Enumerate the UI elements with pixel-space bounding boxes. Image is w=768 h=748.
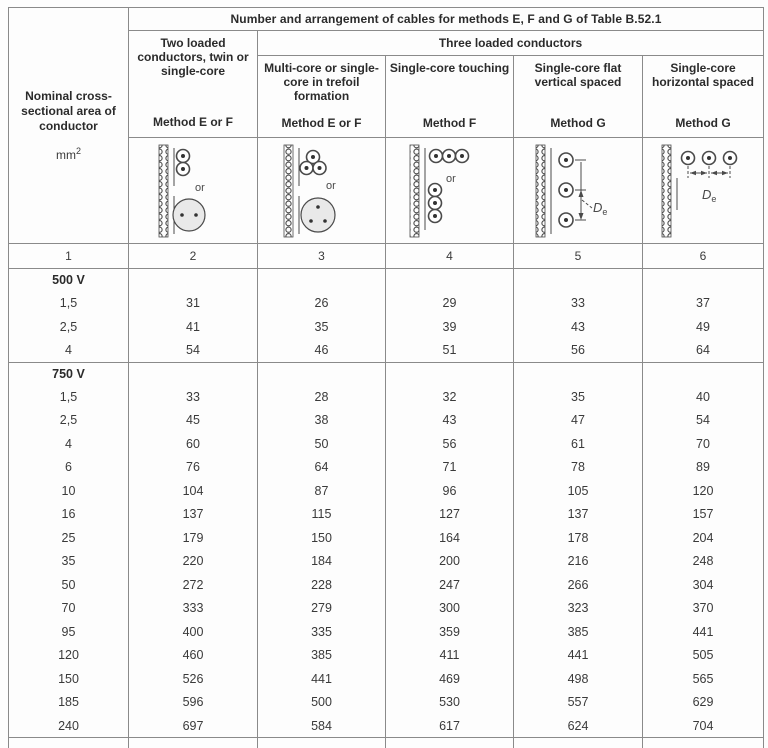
row-header-label: Nominal cross-sectional area of conductor — [21, 89, 116, 133]
col-header-flat-vertical: Single-core flat vertical spaced Method G — [514, 56, 643, 138]
value-cell: 47 — [514, 409, 643, 433]
dimension-arrow — [722, 170, 728, 175]
value-cell: 505 — [643, 644, 764, 668]
value-cell: 26 — [258, 292, 386, 316]
size-cell: 10 — [9, 479, 129, 503]
value-cell: 304 — [643, 573, 764, 597]
empty-cell — [129, 269, 258, 292]
diagram-two-loaded-cell — [129, 138, 258, 244]
cable-ratings-table — [8, 7, 764, 748]
value-cell: 697 — [129, 714, 258, 738]
value-cell: 33 — [129, 385, 258, 409]
value-cell: 184 — [258, 550, 386, 574]
value-cell: 247 — [386, 573, 514, 597]
value-cell: 385 — [258, 644, 386, 668]
or-label: or — [195, 181, 205, 194]
value-cell: 87 — [258, 479, 386, 503]
table-row — [9, 479, 764, 503]
column-number: 3 — [258, 244, 386, 269]
table-row — [9, 339, 764, 363]
size-cell: 95 — [9, 620, 129, 644]
table-row — [9, 714, 764, 738]
or-label: or — [445, 172, 456, 185]
value-cell: 204 — [643, 526, 764, 550]
empty-cell — [386, 362, 514, 385]
value-cell: 38 — [258, 409, 386, 433]
wall-hatch — [662, 145, 671, 237]
empty-cell — [386, 738, 514, 748]
size-cell: 1,5 — [9, 292, 129, 316]
dimension-lines — [575, 160, 592, 220]
value-cell: 43 — [386, 409, 514, 433]
value-cell: 137 — [514, 503, 643, 527]
value-cell: 89 — [643, 456, 764, 480]
value-cell: 526 — [129, 667, 258, 691]
empty-cell — [643, 269, 764, 292]
trefoil-diagram — [266, 142, 378, 240]
row-header-unit: $mm^2$ — [55, 146, 81, 162]
value-cell: 60 — [129, 432, 258, 456]
horizontal-spaced-cables — [682, 151, 737, 164]
table-row — [9, 409, 764, 433]
value-cell: 35 — [514, 385, 643, 409]
table-row — [9, 315, 764, 339]
voltage-label: 750 V — [9, 362, 129, 385]
value-cell: 37 — [643, 292, 764, 316]
value-cell: 33 — [514, 292, 643, 316]
single-core-cable-3dots — [301, 198, 335, 232]
diagram-flat-vertical-cell — [514, 138, 643, 244]
value-cell: 220 — [129, 550, 258, 574]
value-cell: 54 — [643, 409, 764, 433]
twin-cables — [177, 149, 190, 175]
size-cell: 1,5 — [9, 385, 129, 409]
value-cell: 200 — [386, 550, 514, 574]
voltage-section-row — [9, 362, 764, 385]
value-cell: 335 — [258, 620, 386, 644]
value-cell: 164 — [386, 526, 514, 550]
value-cell: 500 — [258, 691, 386, 715]
value-cell: 624 — [514, 714, 643, 738]
col-header-horizontal: Single-core horizontal spaced Method G — [643, 56, 764, 138]
value-cell: 441 — [643, 620, 764, 644]
empty-cell — [258, 738, 386, 748]
size-cell: 4 — [9, 432, 129, 456]
value-cell: 137 — [129, 503, 258, 527]
two-loaded-label: Two loaded conductors, twin or single-core — [137, 36, 249, 78]
value-cell: 50 — [258, 432, 386, 456]
value-cell: 228 — [258, 573, 386, 597]
size-cell: 35 — [9, 550, 129, 574]
value-cell: 557 — [514, 691, 643, 715]
column-number-row — [9, 244, 764, 269]
column-number: 6 — [643, 244, 764, 269]
diagram-trefoil-cell — [258, 138, 386, 244]
col-header-two-loaded — [129, 31, 258, 138]
table-row — [9, 292, 764, 316]
size-cell: 150 — [9, 667, 129, 691]
row-header-cell — [9, 8, 129, 244]
value-cell: 333 — [129, 597, 258, 621]
empty-cell — [9, 738, 129, 748]
value-cell: 441 — [258, 667, 386, 691]
value-cell: 29 — [386, 292, 514, 316]
table-body — [9, 269, 764, 748]
value-cell: 400 — [129, 620, 258, 644]
value-cell: 51 — [386, 339, 514, 363]
value-cell: 411 — [386, 644, 514, 668]
size-cell: 16 — [9, 503, 129, 527]
empty-cell — [514, 738, 643, 748]
value-cell: 498 — [514, 667, 643, 691]
value-cell: 629 — [643, 691, 764, 715]
column-number: 2 — [129, 244, 258, 269]
dimension-arrow — [579, 213, 584, 220]
size-cell: 50 — [9, 573, 129, 597]
value-cell: 41 — [129, 315, 258, 339]
table-row — [9, 597, 764, 621]
table-row — [9, 667, 764, 691]
value-cell: 39 — [386, 315, 514, 339]
value-cell: 469 — [386, 667, 514, 691]
flat-vertical-diagram — [522, 142, 634, 240]
value-cell: 248 — [643, 550, 764, 574]
two-loaded-method: Method E or F — [153, 115, 233, 129]
size-cell: 2,5 — [9, 315, 129, 339]
value-cell: 300 — [386, 597, 514, 621]
value-cell: 96 — [386, 479, 514, 503]
table-row — [9, 550, 764, 574]
value-cell: 441 — [514, 644, 643, 668]
table-row — [9, 620, 764, 644]
table-row — [9, 573, 764, 597]
value-cell: 46 — [258, 339, 386, 363]
size-cell: 2,5 — [9, 409, 129, 433]
empty-cell — [514, 362, 643, 385]
value-cell: 40 — [643, 385, 764, 409]
size-cell: 185 — [9, 691, 129, 715]
size-cell: 70 — [9, 597, 129, 621]
column-number: 1 — [9, 244, 129, 269]
col-header-touching: Single-core touching Method F — [386, 56, 514, 138]
dimension-arrow — [690, 170, 696, 175]
value-cell: 71 — [386, 456, 514, 480]
col-header-trefoil: Multi-core or single-core in trefoil formation Method E or F — [258, 56, 386, 138]
table-row — [9, 503, 764, 527]
diagram-touching-cell — [386, 138, 514, 244]
value-cell: 56 — [386, 432, 514, 456]
three-loaded-band: Three loaded conductors — [258, 31, 764, 56]
value-cell: 385 — [514, 620, 643, 644]
size-cell: 6 — [9, 456, 129, 480]
de-label: $D_e$ — [702, 186, 717, 204]
empty-cell — [643, 362, 764, 385]
empty-cell — [129, 738, 258, 748]
value-cell: 45 — [129, 409, 258, 433]
wall-hatch — [284, 145, 293, 237]
or-label: or — [325, 179, 336, 192]
value-cell: 70 — [643, 432, 764, 456]
two-loaded-diagram — [137, 142, 249, 240]
value-cell: 31 — [129, 292, 258, 316]
value-cell: 28 — [258, 385, 386, 409]
wall-hatch — [536, 145, 545, 237]
value-cell: 115 — [258, 503, 386, 527]
value-cell: 64 — [643, 339, 764, 363]
size-cell: 25 — [9, 526, 129, 550]
value-cell: 460 — [129, 644, 258, 668]
value-cell: 105 — [514, 479, 643, 503]
horizontal-touching-cables — [429, 149, 468, 162]
empty-cell — [258, 362, 386, 385]
table-row — [9, 644, 764, 668]
value-cell: 64 — [258, 456, 386, 480]
partial-row — [9, 738, 764, 748]
empty-cell — [129, 362, 258, 385]
voltage-section-row — [9, 269, 764, 292]
column-number: 4 — [386, 244, 514, 269]
table-row — [9, 526, 764, 550]
size-cell: 4 — [9, 339, 129, 363]
empty-cell — [386, 269, 514, 292]
size-cell: 120 — [9, 644, 129, 668]
dimension-arrow — [701, 170, 707, 175]
value-cell: 179 — [129, 526, 258, 550]
value-cell: 596 — [129, 691, 258, 715]
value-cell: 35 — [258, 315, 386, 339]
value-cell: 127 — [386, 503, 514, 527]
value-cell: 120 — [643, 479, 764, 503]
value-cell: 78 — [514, 456, 643, 480]
vertical-spaced-cables — [559, 153, 573, 227]
column-number: 5 — [514, 244, 643, 269]
value-cell: 216 — [514, 550, 643, 574]
table-row — [9, 691, 764, 715]
diagram-horizontal-cell — [643, 138, 764, 244]
empty-cell — [514, 269, 643, 292]
empty-cell — [258, 269, 386, 292]
single-core-cable-2dots — [173, 199, 205, 231]
value-cell: 157 — [643, 503, 764, 527]
table-row — [9, 456, 764, 480]
value-cell: 76 — [129, 456, 258, 480]
value-cell: 704 — [643, 714, 764, 738]
value-cell: 54 — [129, 339, 258, 363]
table-row — [9, 385, 764, 409]
wall-hatch — [159, 145, 168, 237]
trefoil-cables — [300, 150, 326, 174]
value-cell: 323 — [514, 597, 643, 621]
value-cell: 266 — [514, 573, 643, 597]
vertical-touching-cables — [428, 183, 441, 222]
value-cell: 584 — [258, 714, 386, 738]
touching-diagram — [394, 142, 506, 240]
value-cell: 61 — [514, 432, 643, 456]
value-cell: 104 — [129, 479, 258, 503]
table-row — [9, 432, 764, 456]
value-cell: 150 — [258, 526, 386, 550]
dimension-arrow — [579, 190, 584, 197]
de-label: $D_e$ — [593, 199, 608, 217]
table-title: Number and arrangement of cables for methods E, F and G of Table B.52.1 — [129, 8, 764, 31]
value-cell: 56 — [514, 339, 643, 363]
value-cell: 43 — [514, 315, 643, 339]
value-cell: 370 — [643, 597, 764, 621]
value-cell: 32 — [386, 385, 514, 409]
value-cell: 565 — [643, 667, 764, 691]
value-cell: 49 — [643, 315, 764, 339]
horizontal-spaced-diagram — [648, 142, 758, 240]
dimension-arrow — [711, 170, 717, 175]
value-cell: 617 — [386, 714, 514, 738]
voltage-label: 500 V — [9, 269, 129, 292]
value-cell: 530 — [386, 691, 514, 715]
value-cell: 279 — [258, 597, 386, 621]
value-cell: 178 — [514, 526, 643, 550]
value-cell: 359 — [386, 620, 514, 644]
size-cell: 240 — [9, 714, 129, 738]
wall-hatch — [410, 145, 419, 237]
value-cell: 272 — [129, 573, 258, 597]
empty-cell — [643, 738, 764, 748]
